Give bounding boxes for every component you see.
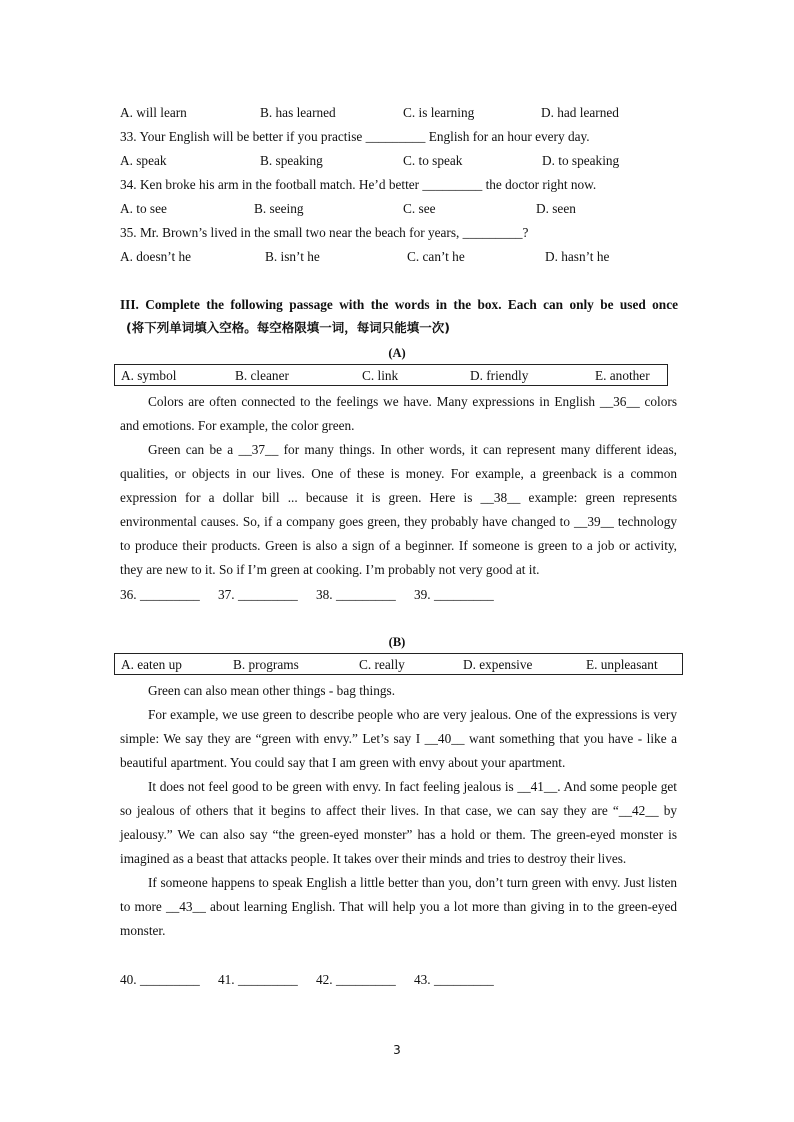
section-title: III. Complete the following passage with the words in the box. Each can only be used once [120,297,678,312]
word-box-item: D. expensive [463,657,533,672]
word-box-item: E. another [595,368,650,383]
q33-option-b: B. speaking [260,153,323,168]
part-a-word-box [114,364,668,386]
q34-option-a: A. to see [120,201,167,216]
word-box-item: C. really [359,657,405,672]
answer-blank-42[interactable]: 42. _________ [316,972,396,987]
section-instructions: (将下列单词填入空格。每空格限填一词，每词只能填一次) [126,320,450,335]
q32-option-b: B. has learned [260,105,336,120]
answer-blank-36[interactable]: 36. _________ [120,587,200,602]
q33-stem: 33. Your English will be better if you practise _________ English for an hour every day. [120,129,590,144]
page-number: 3 [393,1043,401,1057]
q33-option-c: C. to speak [403,153,463,168]
q33-option-d: D. to speaking [542,153,620,168]
q32-option-d: D. had learned [541,105,619,120]
q35-option-d: D. hasn’t he [545,249,610,264]
part-b-label: (B) [388,635,406,649]
word-box-item: B. programs [233,657,299,672]
q34-stem: 34. Ken broke his arm in the football match. He’d better _________ the doctor right now. [120,177,597,192]
q32-option-a: A. will learn [120,105,187,120]
q35-option-b: B. isn’t he [265,249,320,264]
word-box-item: C. link [362,368,399,383]
part-a-passage [120,390,677,582]
passage-paragraph: Green can also mean other things - bag things. [148,683,396,698]
q34-option-b: B. seeing [254,201,304,216]
q32-option-c: C. is learning [403,105,475,120]
passage-paragraph: If someone happens to speak English a little better than you, don’t turn green with envy. Just listen to more __43__ about learning English. That will help you a lot more than giving in to the green-eyed monster. [120,875,677,938]
word-box-item: D. friendly [470,368,529,383]
passage-paragraph: Colors are often connected to the feelings we have. Many expressions in English __36__ colors and emotions. For example, the color green. [120,394,677,433]
q34-option-c: C. see [403,201,436,216]
passage-paragraph: Green can be a __37__ for many things. In other words, it can represent many different ideas, qualities, or objects in our lives. One of these is money. For example, a greenback is a common expression for a dollar bill ... because it is green. Here is __38__ example: green represents environmental causes. So, if a company goes green, they probably have changed to __39__ technology to produce their products. Green is also a sign of a beginner. If someone is green to a job or activity, they are new to it. So if I’m green at cooking. I’m probably not very good at it. [120,442,677,577]
answer-blank-43[interactable]: 43. _________ [414,972,494,987]
q34-option-d: D. seen [536,201,576,216]
answer-blank-41[interactable]: 41. _________ [218,972,298,987]
q35-stem: 35. Mr. Brown’s lived in the small two near the beach for years, _________? [120,225,529,240]
q35-option-c: C. can’t he [407,249,465,264]
answer-blank-39[interactable]: 39. _________ [414,587,494,602]
part-b-word-box [114,653,683,675]
q33-option-a: A. speak [120,153,167,168]
word-box-item: A. symbol [121,368,177,383]
word-box-item: A. eaten up [121,657,182,672]
passage-paragraph: For example, we use green to describe people who are very jealous. One of the expressions is very simple: We say they are “green with envy.” Let’s say I __40__ want something that you have - like a beautiful apartment. You could say that I am green with envy about your apartment. [120,707,677,770]
word-box-item: E. unpleasant [586,657,658,672]
part-b-passage [120,679,677,943]
answer-blank-37[interactable]: 37. _________ [218,587,298,602]
word-box-item: B. cleaner [235,368,289,383]
passage-paragraph: It does not feel good to be green with envy. In fact feeling jealous is __41__. And some people get so jealous of others that it begins to affect their lives. In that case, we can say they are “__42__ by jealousy.” We can also say “the green-eyed monster” has a hold or them. The green-eyed monster is imagined as a beast that attacks people. It takes over their minds and tries to destroy their lives. [120,779,677,866]
answer-blank-40[interactable]: 40. _________ [120,972,200,987]
answer-blank-38[interactable]: 38. _________ [316,587,396,602]
part-a-label: (A) [388,346,406,360]
q35-option-a: A. doesn’t he [120,249,192,264]
